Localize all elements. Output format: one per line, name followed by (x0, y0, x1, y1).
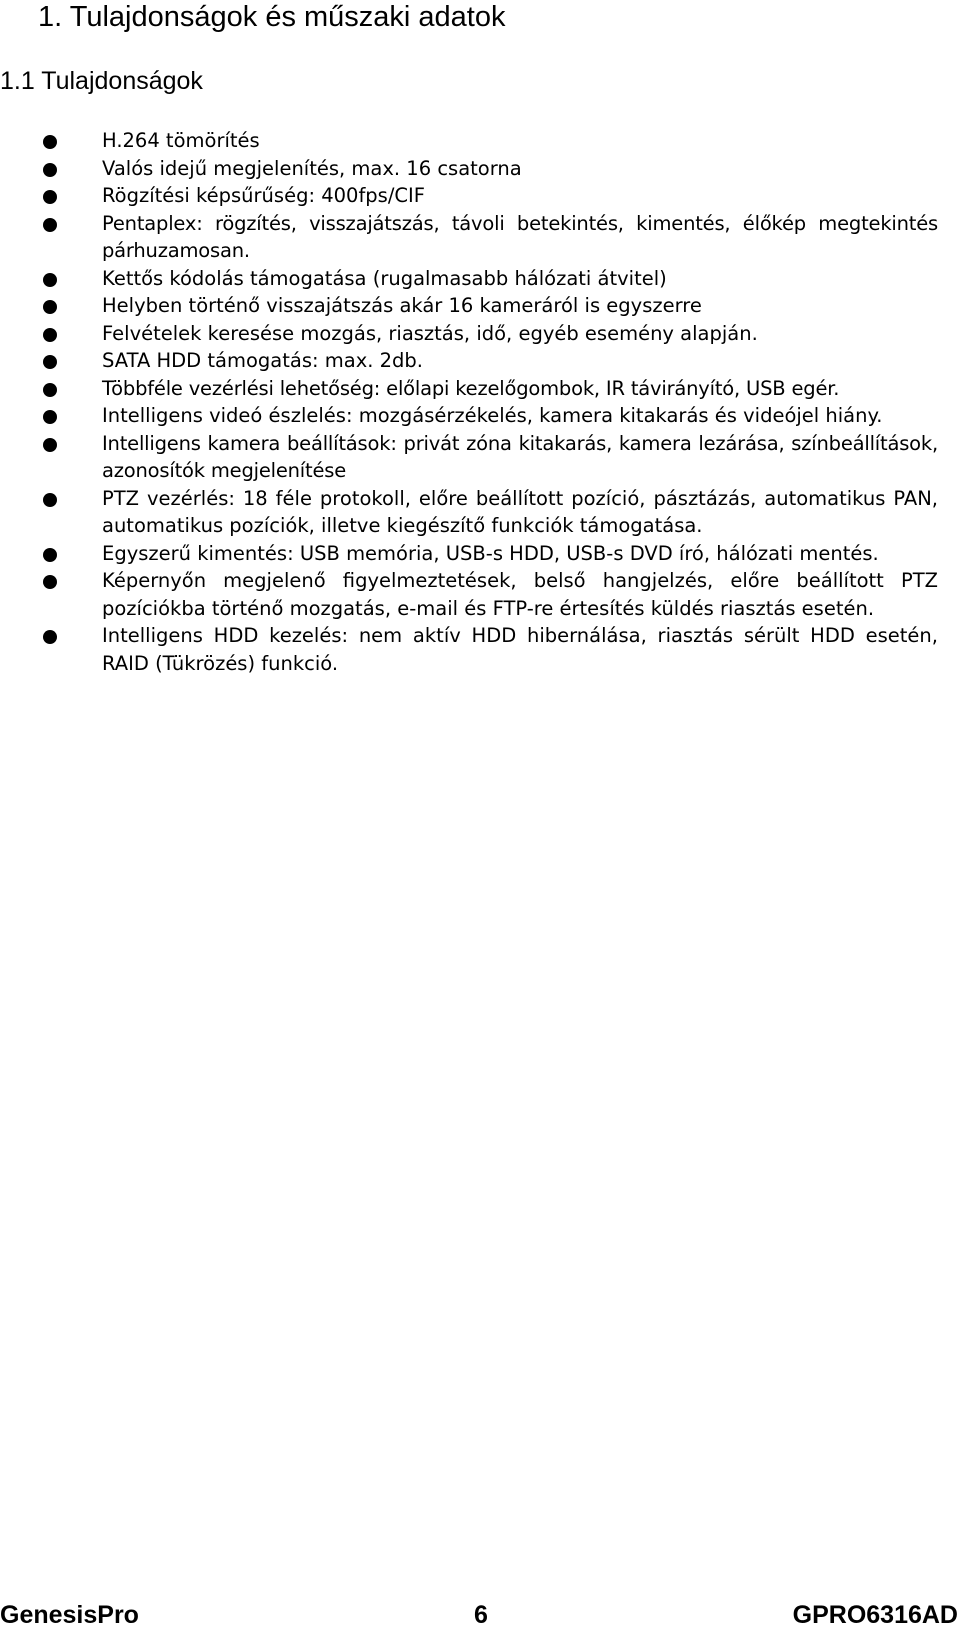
feature-item (0, 375, 960, 403)
feature-text: Valós idejű megjelenítés, max. 16 csatorna (102, 156, 522, 180)
bullet-icon (43, 328, 57, 342)
bullet-icon (43, 273, 57, 287)
feature-text: H.264 tömörítés (102, 129, 260, 152)
feature-text: PTZ vezérlés: 18 féle protokoll, előre beállított pozíció, pásztázás, automatikus PAN, automatikus pozíciók, illetve kiegészítő funkciók támogatása. (102, 486, 938, 537)
bullet-icon (43, 218, 57, 232)
feature-text: Intelligens kamera beállítások: privát zóna kitakarás, kamera lezárása, színbeállítások, azonosítók megjelenítése (102, 431, 938, 482)
feature-item (0, 320, 960, 348)
feature-text: Kettős kódolás támogatása (rugalmasabb hálózati átvitel) (102, 266, 667, 290)
feature-item (0, 347, 960, 375)
bullet-icon (43, 410, 57, 424)
feature-item (0, 430, 960, 485)
feature-text: Többféle vezérlési lehetőség: előlapi kezelőgombok, IR távirányító, USB egér. (102, 376, 840, 400)
footer-page-number: 6 (474, 1601, 488, 1629)
section-heading: 1. Tulajdonságok és műszaki adatok (38, 1, 506, 33)
feature-item (0, 402, 960, 430)
bullet-icon (43, 135, 57, 149)
bullet-icon (43, 548, 57, 562)
feature-text: SATA HDD támogatás: max. 2db. (102, 349, 424, 372)
bullet-icon (43, 190, 57, 204)
footer-brand: GenesisPro (0, 1601, 139, 1629)
feature-item (0, 155, 960, 183)
feature-item (0, 540, 960, 568)
feature-text: Intelligens HDD kezelés: nem aktív HDD hibernálása, riasztás sérült HDD esetén, RAID (Tükrözés) funkció. (102, 624, 938, 675)
feature-text: Képernyőn megjelenő figyelmeztetések, belső hangjelzés, előre beállított PTZ pozíciókba történő mozgatás, e-mail és FTP-re értesítés küldés riasztás esetén. (102, 569, 938, 620)
page-footer (0, 1598, 960, 1634)
bullet-icon (43, 575, 57, 589)
feature-text: Intelligens videó észlelés: mozgásérzékelés, kamera kitakarás és videójel hiány. (102, 404, 883, 427)
feature-text: Egyszerű kimentés: USB memória, USB-s HDD, USB-s DVD író, hálózati mentés. (102, 541, 879, 565)
feature-item (0, 210, 960, 265)
feature-item (0, 182, 960, 210)
bullet-icon (43, 355, 57, 369)
bullet-icon (43, 300, 57, 314)
bullet-icon (43, 383, 57, 397)
footer-model: GPRO6316AD (792, 1601, 958, 1629)
bullet-icon (43, 438, 57, 452)
feature-item (0, 292, 960, 320)
bullet-icon (43, 493, 57, 507)
feature-text: Pentaplex: rögzítés, visszajátszás, távoli betekintés, kimentés, élőkép megtekintés párhuzamosan. (102, 211, 938, 262)
feature-text: Helyben történő visszajátszás akár 16 kameráról is egyszerre (102, 294, 702, 317)
feature-text: Rögzítési képsűrűség: 400fps/CIF (102, 184, 425, 207)
feature-item (0, 265, 960, 293)
feature-item (0, 567, 960, 622)
feature-list (0, 127, 960, 677)
feature-item (0, 622, 960, 677)
feature-item (0, 127, 960, 155)
subsection-heading: 1.1 Tulajdonságok (0, 67, 203, 95)
feature-text: Felvételek keresése mozgás, riasztás, idő, egyéb esemény alapján. (102, 321, 758, 345)
feature-item (0, 485, 960, 540)
bullet-icon (43, 163, 57, 177)
bullet-icon (43, 630, 57, 644)
